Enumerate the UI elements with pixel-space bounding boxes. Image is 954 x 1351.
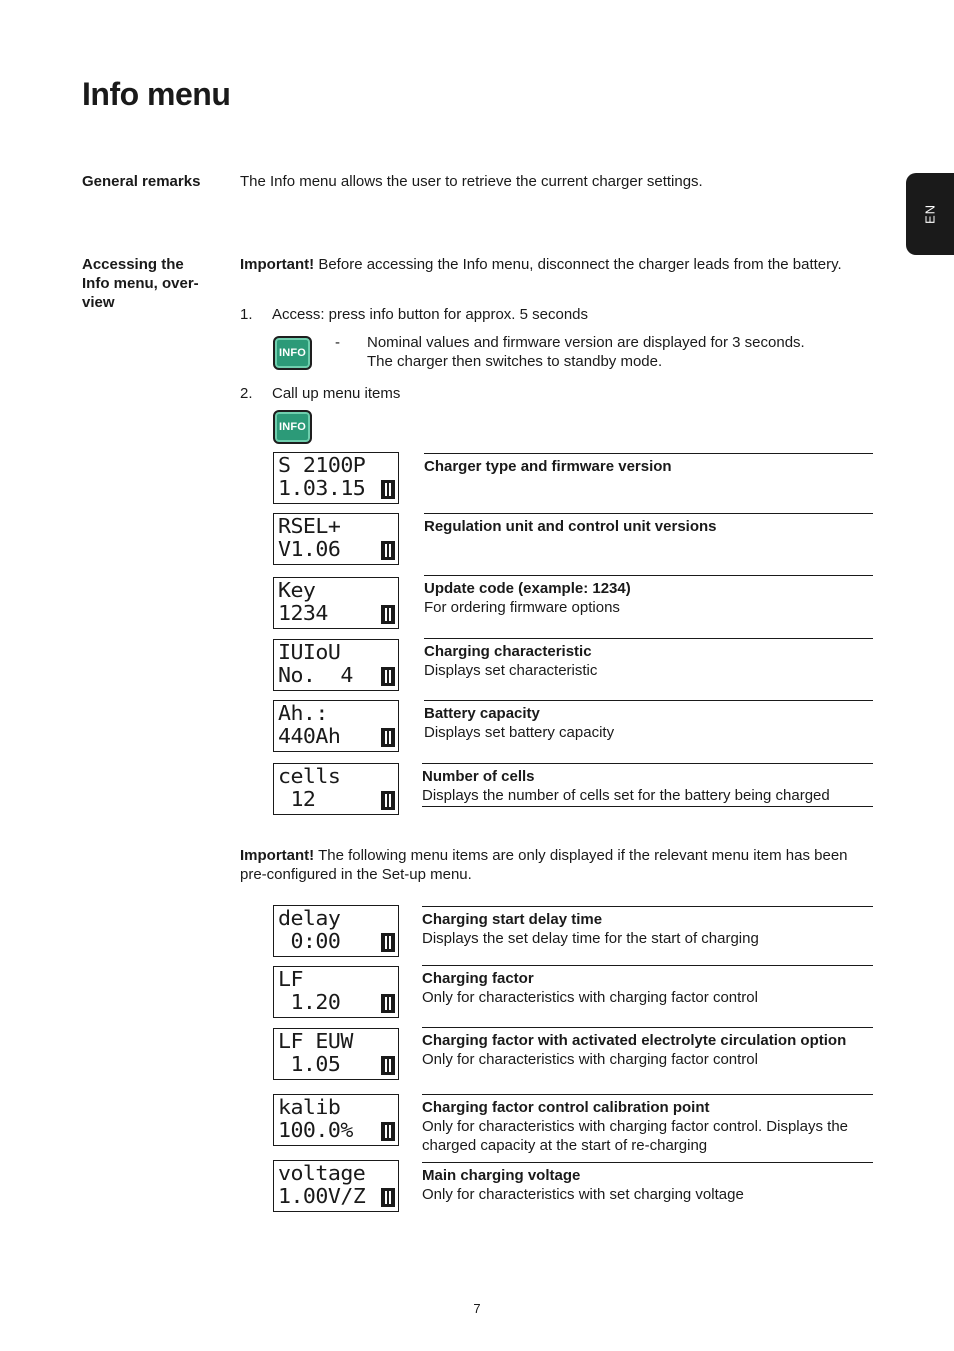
page-number: 7 xyxy=(473,1301,481,1316)
lcd-display xyxy=(273,513,399,565)
menu-item-desc: Displays the set delay time for the start of charging xyxy=(422,930,759,947)
lcd-line: LF EUW xyxy=(278,1029,353,1053)
step-1-number: 1. xyxy=(240,306,253,323)
table-divider xyxy=(422,806,873,807)
lcd-line: 0:00 xyxy=(278,929,341,953)
lcd-line: RSEL+ xyxy=(278,514,341,538)
general-remarks-text: The Info menu allows the user to retrieve the current charger settings. xyxy=(240,173,703,190)
lcd-display xyxy=(273,905,399,957)
lcd-line: LF xyxy=(278,967,303,991)
menu-item-title: Charging start delay time xyxy=(422,911,603,928)
menu-item-title: Charging characteristic xyxy=(424,643,592,660)
menu-item-title: Battery capacity xyxy=(424,705,540,722)
lcd-line: 1.20 xyxy=(278,990,341,1014)
step-2 xyxy=(240,384,400,403)
accessing-heading-line: view xyxy=(82,294,115,311)
lcd-display xyxy=(273,639,399,691)
lcd-display xyxy=(273,1094,399,1146)
menu-item-description xyxy=(424,513,873,536)
lcd-cursor-icon xyxy=(381,667,395,686)
menu-item-desc: For ordering firmware options xyxy=(424,599,620,616)
lcd-line: 1.03.15 xyxy=(278,476,366,500)
menu-item-title: Number of cells xyxy=(422,768,535,785)
info-button-label: INFO xyxy=(278,347,307,359)
menu-item-description xyxy=(424,575,873,617)
menu-item-description xyxy=(422,763,873,805)
important-note xyxy=(240,255,870,274)
lcd-cursor-icon xyxy=(381,791,395,810)
lcd-display xyxy=(273,577,399,629)
lcd-display xyxy=(273,700,399,752)
accessing-heading-line: Accessing the xyxy=(82,256,184,273)
lcd-line: No. 4 xyxy=(278,663,353,687)
menu-item-title: Charging factor control calibration point xyxy=(422,1099,710,1116)
menu-item-description xyxy=(422,1094,873,1155)
lcd-display xyxy=(273,763,399,815)
menu-item-desc: Displays the number of cells set for the battery being charged xyxy=(422,787,830,804)
lcd-line: IUIoU xyxy=(278,640,341,664)
accessing-heading xyxy=(82,255,222,312)
menu-item-title: Regulation unit and control unit versions xyxy=(424,518,717,535)
lcd-line: 1.05 xyxy=(278,1052,341,1076)
menu-item-desc: Only for characteristics with charging factor control xyxy=(422,1051,758,1068)
menu-item-desc: Only for characteristics with set charging voltage xyxy=(422,1186,744,1203)
lcd-display xyxy=(273,452,399,504)
lcd-cursor-icon xyxy=(381,994,395,1013)
important-note-2 xyxy=(240,846,870,884)
lcd-cursor-icon xyxy=(381,728,395,747)
language-tab xyxy=(906,173,954,255)
lcd-line: Key xyxy=(278,578,316,602)
lcd-cursor-icon xyxy=(381,480,395,499)
step-1-text: Access: press info button for approx. 5 seconds xyxy=(272,306,589,323)
important-label: Important! xyxy=(240,847,315,864)
lcd-display xyxy=(273,1028,399,1080)
general-remarks-heading: General remarks xyxy=(82,173,201,190)
lcd-line: 100.0% xyxy=(278,1118,353,1142)
note-dash: - xyxy=(335,334,340,351)
menu-item-title: Charger type and firmware version xyxy=(424,458,672,475)
lcd-cursor-icon xyxy=(381,1056,395,1075)
lcd-line: Ah.: xyxy=(278,701,328,725)
menu-item-description xyxy=(424,638,873,680)
menu-item-description xyxy=(422,965,873,1007)
menu-item-title: Charging factor xyxy=(422,970,534,987)
menu-item-title: Update code (example: 1234) xyxy=(424,580,631,597)
lcd-line: V1.06 xyxy=(278,537,341,561)
lcd-line: delay xyxy=(278,906,341,930)
info-button-label: INFO xyxy=(278,421,307,433)
menu-item-description xyxy=(424,700,873,742)
info-button-icon xyxy=(273,410,312,444)
menu-item-title: Main charging voltage xyxy=(422,1167,581,1184)
menu-item-desc: Displays set characteristic xyxy=(424,662,598,679)
lcd-line: voltage xyxy=(278,1161,366,1185)
menu-item-description xyxy=(422,906,873,948)
language-tab-label: EN xyxy=(922,203,938,225)
menu-item-description xyxy=(422,1027,873,1069)
lcd-display xyxy=(273,1160,399,1212)
accessing-heading-line: Info menu, over- xyxy=(82,275,199,292)
note-line: Nominal values and firmware version are displayed for 3 seconds. xyxy=(367,334,805,351)
lcd-line: 440Ah xyxy=(278,724,341,748)
important-text: Before accessing the Info menu, disconnect the charger leads from the battery. xyxy=(314,256,842,273)
lcd-line: 1.00V/Z xyxy=(278,1184,366,1208)
step-2-number: 2. xyxy=(240,385,253,402)
lcd-line: S 2100P xyxy=(278,453,366,477)
page-title: Info menu xyxy=(82,76,231,112)
lcd-line: cells xyxy=(278,764,341,788)
info-button-icon xyxy=(273,336,312,370)
step-2-text: Call up menu items xyxy=(272,385,401,402)
menu-item-description xyxy=(422,1162,873,1204)
lcd-cursor-icon xyxy=(381,605,395,624)
menu-item-description xyxy=(424,453,873,476)
menu-item-desc: Only for characteristics with charging factor control. Displays the charged capacity at the start of re-charging xyxy=(422,1118,848,1154)
lcd-cursor-icon xyxy=(381,1122,395,1141)
step-1 xyxy=(240,305,588,324)
lcd-line: kalib xyxy=(278,1095,341,1119)
lcd-cursor-icon xyxy=(381,933,395,952)
lcd-cursor-icon xyxy=(381,1188,395,1207)
important-label: Important! xyxy=(240,256,315,273)
menu-item-desc: Displays set battery capacity xyxy=(424,724,615,741)
important-text: The following menu items are only displayed if the relevant menu item has been pre-configured in the Set-up menu. xyxy=(240,847,848,883)
menu-item-desc: Only for characteristics with charging factor control xyxy=(422,989,758,1006)
lcd-display xyxy=(273,966,399,1018)
menu-item-title: Charging factor with activated electrolyte circulation option xyxy=(422,1032,847,1049)
lcd-line: 1234 xyxy=(278,601,328,625)
lcd-line: 12 xyxy=(278,787,316,811)
lcd-cursor-icon xyxy=(381,541,395,560)
note-line: The charger then switches to standby mode. xyxy=(367,353,663,370)
